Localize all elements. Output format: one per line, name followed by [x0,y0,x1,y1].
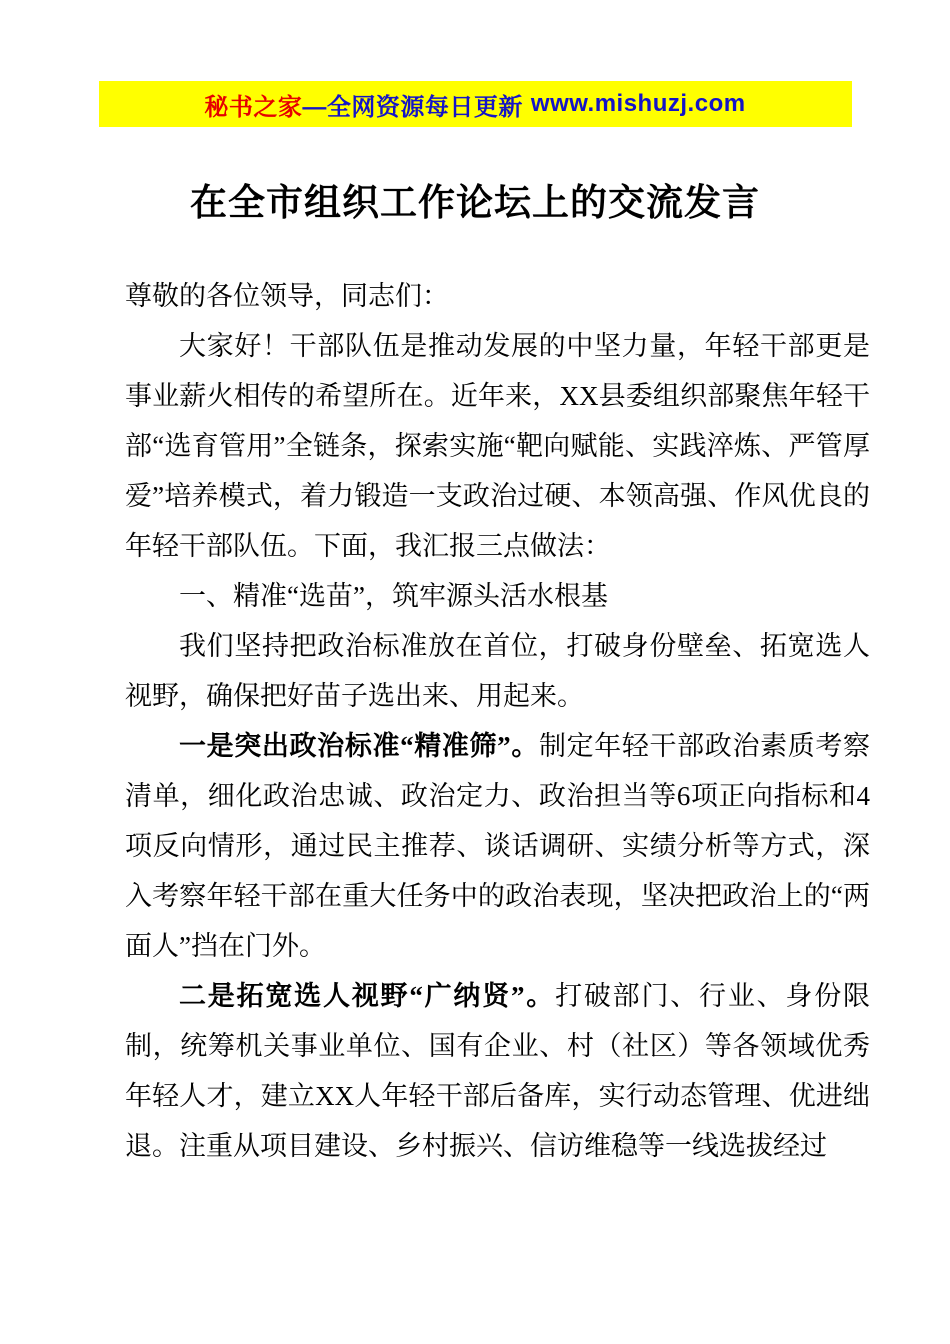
site-banner [99,81,852,127]
section-heading-1: 一、精准“选苗”，筑牢源头活水根基 [179,581,608,611]
document-body [125,271,870,1171]
paragraph-bold-lead: 二是拓宽选人视野“广纳贤”。 [179,981,556,1011]
document-title: 在全市组织工作论坛上的交流发言 [190,183,760,224]
salutation: 尊敬的各位领导，同志们： [125,281,449,311]
point-2-paragraph: 二是拓宽选人视野“广纳贤”。打破部门、行业、身份限制，统筹机关事业单位、国有企业、村（社区）等各领域优秀年轻人才，建立XX人年轻干部后备库，实行动态管理、优进绌退。注重从项目建设、乡村振兴、信访维稳等一线选拔经过 [125,981,871,1161]
opening-paragraph: 大家好！干部队伍是推动发展的中坚力量，年轻干部更是事业薪火相传的希望所在。近年来，XX县委组织部聚焦年轻干部“选育管用”全链条，探索实施“靶向赋能、实践淬炼、严管厚爱”培养模式，着力锻造一支政治过硬、本领高强、作风优良的年轻干部队伍。下面，我汇报三点做法： [125,331,870,561]
point-1-paragraph: 一是突出政治标准“精准筛”。制定年轻干部政治素质考察清单，细化政治忠诚、政治定力、政治担当等6项正向指标和4项反向情形，通过民主推荐、谈话调研、实绩分析等方式，深入考察年轻干部在重大任务中的政治表现，坚决把政治上的“两面人”挡在门外。 [125,731,871,961]
section-1-intro: 我们坚持把政治标准放在首位，打破身份壁垒、拓宽选人视野，确保把好苗子选出来、用起来。 [125,631,870,711]
site-name: 秘书之家 [204,93,303,121]
site-url: www.mishuzj.com [530,90,746,117]
banner-tagline: —全网资源每日更新 [302,93,523,121]
paragraph-bold-lead: 一是突出政治标准“精准筛”。 [179,731,539,761]
